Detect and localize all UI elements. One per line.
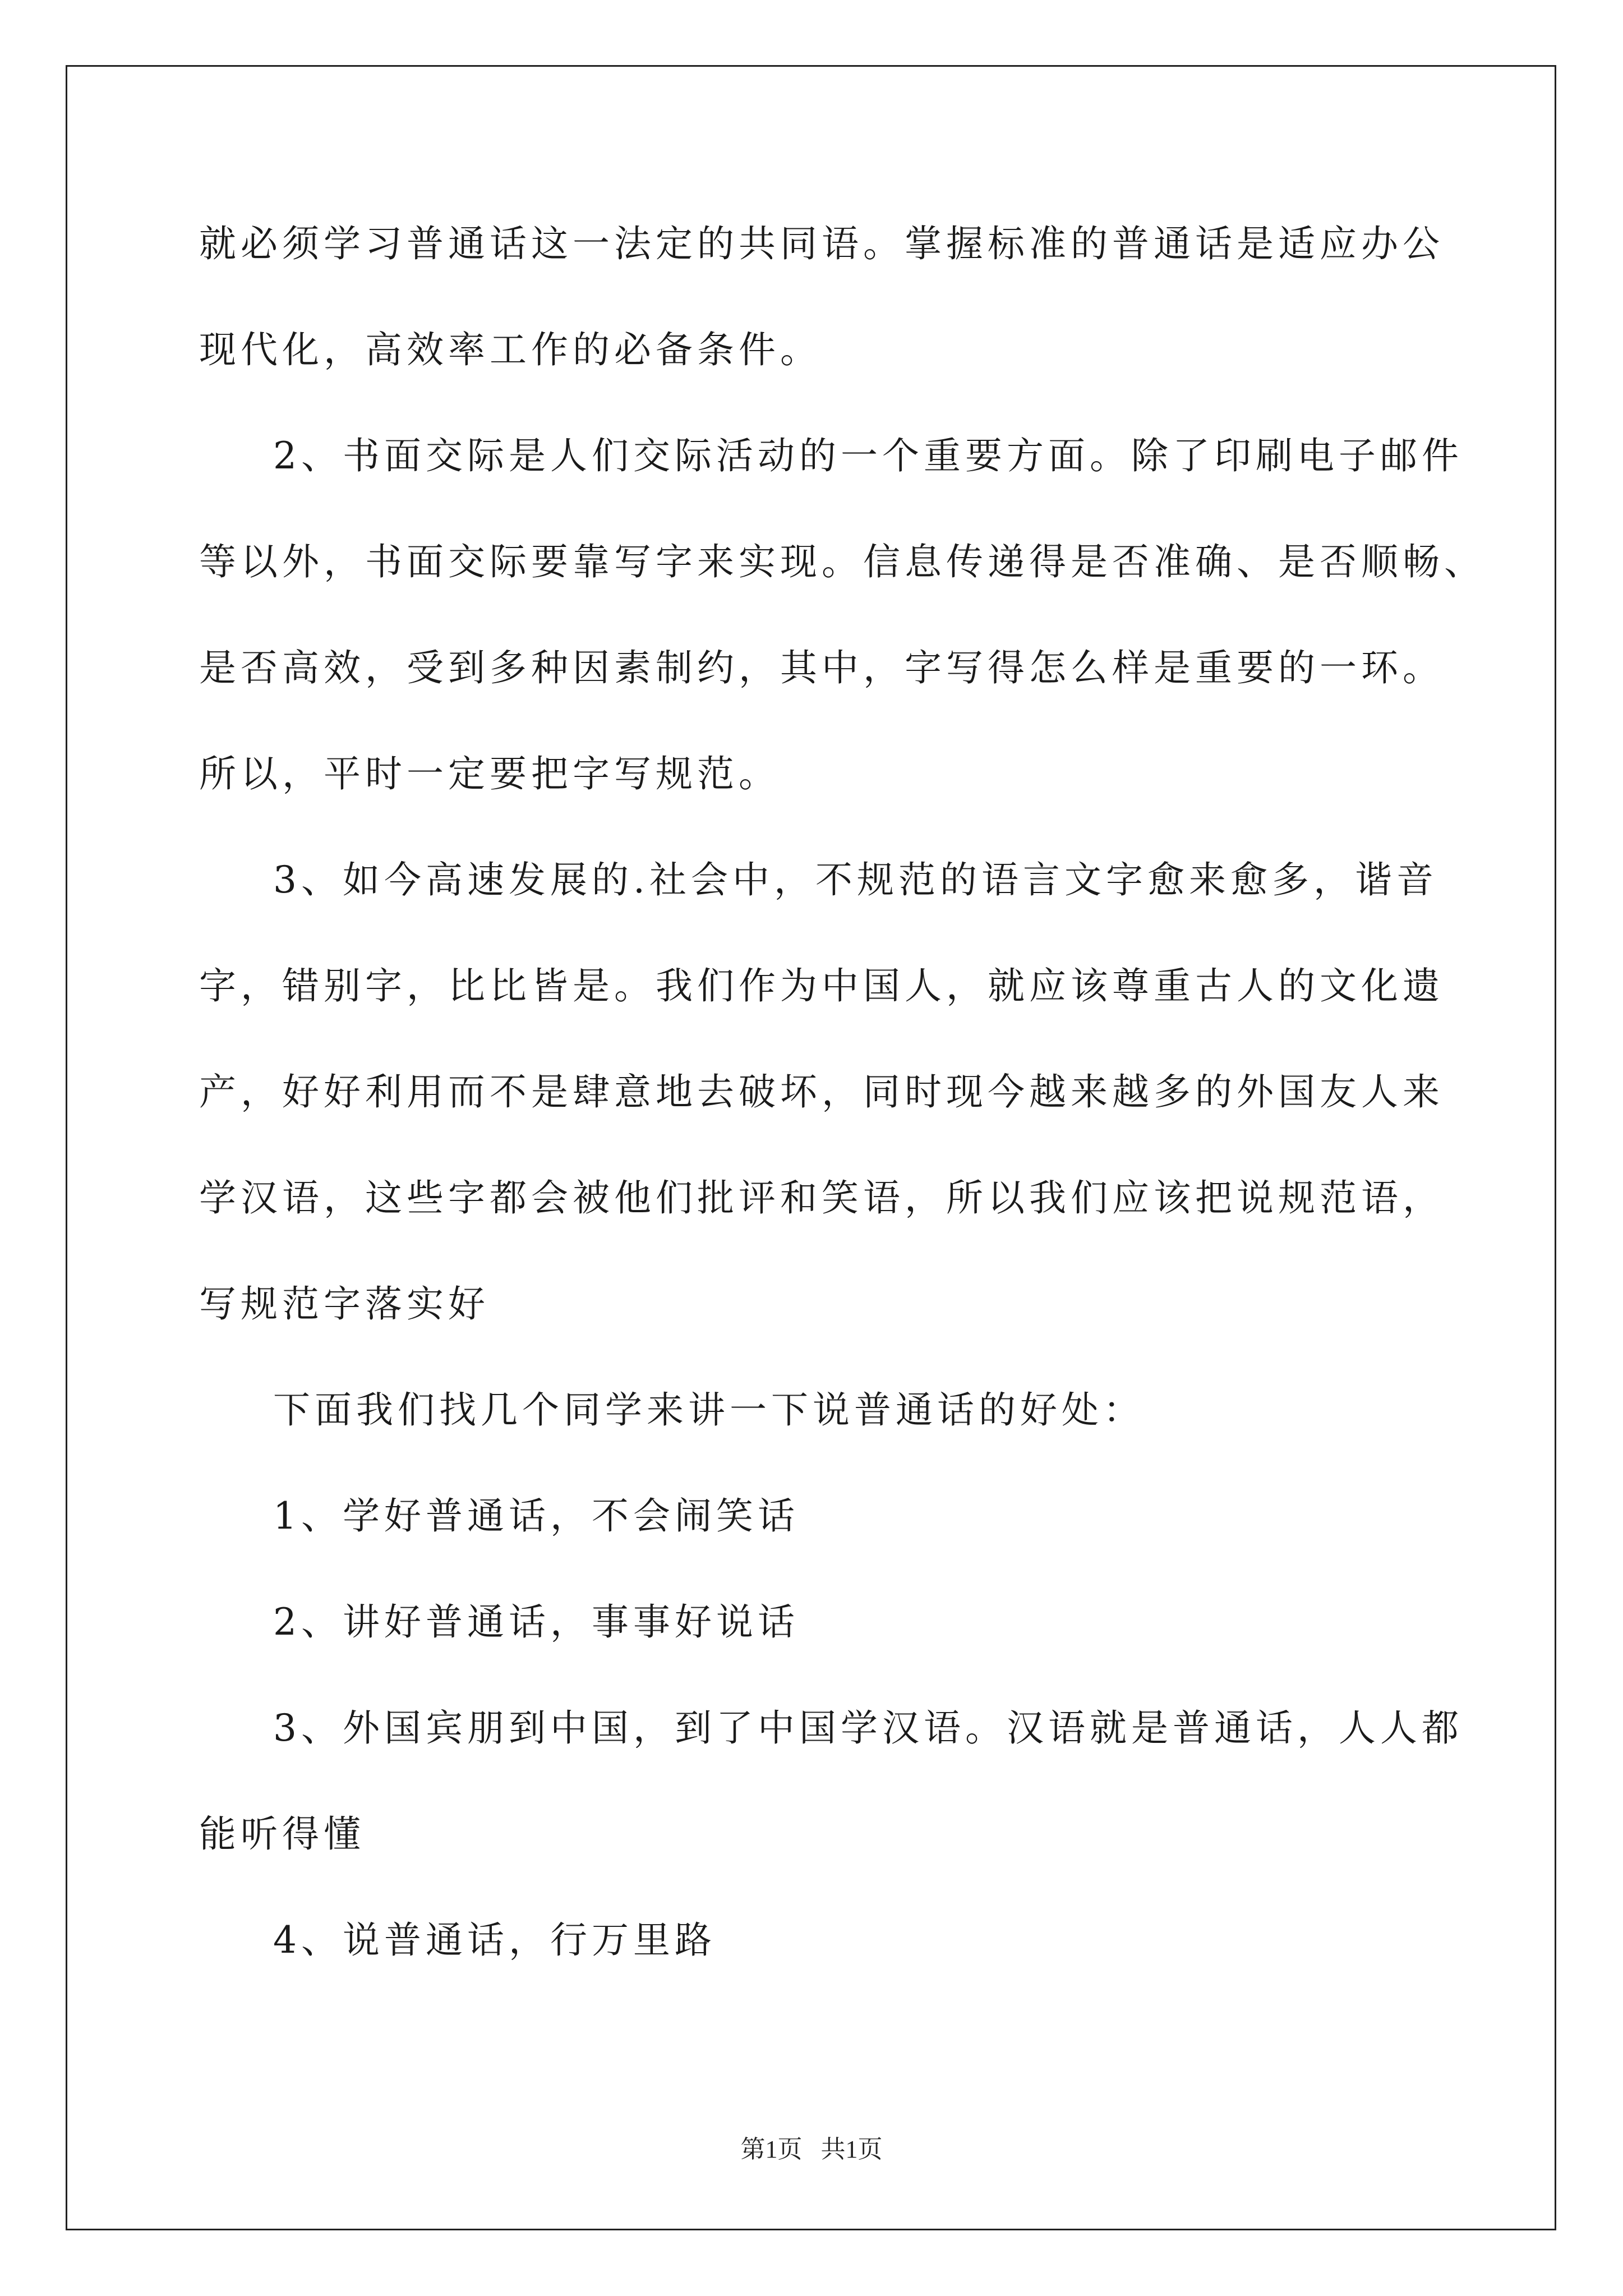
text-line: 3、如今高速发展的.社会中，不规范的语言文字愈来愈多，谐音 bbox=[273, 858, 1438, 901]
text-line: 学汉语，这些字都会被他们批评和笑语，所以我们应该把说规范语， bbox=[199, 1176, 1444, 1220]
text-line: 等以外，书面交际要靠写字来实现。信息传递得是否准确、是否顺畅、 bbox=[199, 540, 1486, 583]
document-body bbox=[199, 213, 1486, 2016]
text-line: 写规范字落实好 bbox=[199, 1282, 490, 1326]
text-line: 现代化，高效率工作的必备条件。 bbox=[199, 328, 822, 371]
text-line: 字，错别字，比比皆是。我们作为中国人，就应该尊重古人的文化遗 bbox=[199, 964, 1444, 1007]
list-item: 3、外国宾朋到中国，到了中国学汉语。汉语就是普通话，人人都 bbox=[273, 1706, 1463, 1750]
list-item: 4、说普通话，行万里路 bbox=[273, 1918, 716, 1962]
text-line: 是否高效，受到多种因素制约，其中，字写得怎么样是重要的一环。 bbox=[199, 646, 1444, 689]
text-line: 能听得懂 bbox=[199, 1812, 365, 1856]
list-item: 1、学好普通话，不会闹笑话 bbox=[273, 1494, 799, 1538]
text-line: 产，好好利用而不是肆意地去破坏，同时现今越来越多的外国友人来 bbox=[199, 1070, 1444, 1114]
text-line: 就必须学习普通话这一法定的共同语。掌握标准的普通话是适应办公 bbox=[199, 222, 1444, 265]
list-item: 2、讲好普通话，事事好说话 bbox=[273, 1600, 799, 1644]
text-line: 2、书面交际是人们交际活动的一个重要方面。除了印刷电子邮件 bbox=[273, 434, 1463, 477]
page-number-footer: 第1页 共1页 bbox=[740, 2136, 883, 2163]
text-line: 所以，平时一定要把字写规范。 bbox=[199, 752, 780, 795]
text-line: 下面我们找几个同学来讲一下说普通话的好处： bbox=[273, 1388, 1145, 1432]
